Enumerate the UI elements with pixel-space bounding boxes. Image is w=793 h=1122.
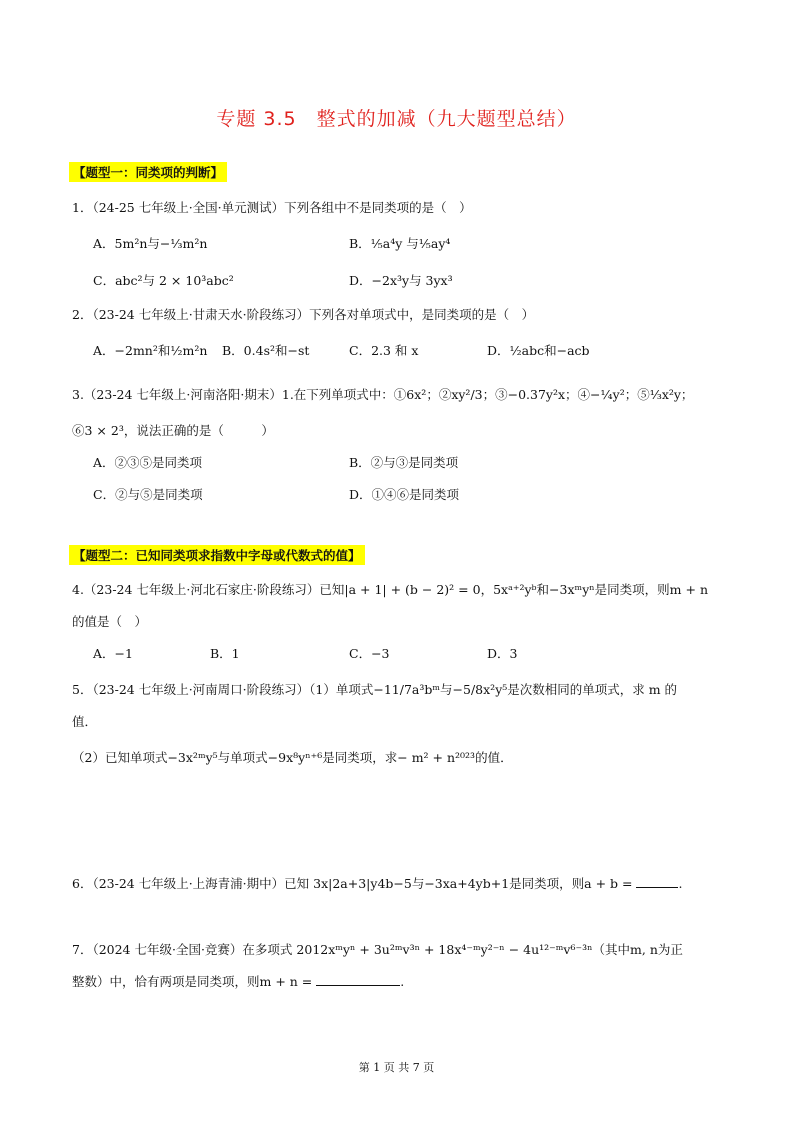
- q6-answer-blank[interactable]: [636, 875, 678, 888]
- q6-end: .: [678, 876, 683, 891]
- q2-option-b: B．0.4s²和−st: [222, 343, 310, 358]
- question-7-stem: 7．（2024 七年级·全国·竞赛）在多项式 2012xᵐyⁿ + 3u²ᵐv³ⁿ + 18x⁴⁻ᵐy²⁻ⁿ − 4u¹²⁻ᵐv⁶⁻³ⁿ（其中m, n为正: [72, 942, 683, 957]
- question-3-stem: 3.（23-24 七年级上·河南洛阳·期末）1.在下列单项式中：①6x²；②xy²/3；③−0.37y²x；④−¼y²；⑤⅓x²y；: [72, 387, 694, 402]
- q4-option-d: D．3: [487, 646, 518, 661]
- q1-option-c: C．abc²与 2 × 10³abc²: [93, 273, 234, 288]
- question-4-stem-line2: 的值是（ ）: [72, 614, 148, 629]
- q2-option-c: C．2.3 和 x: [349, 343, 419, 358]
- q4-option-a: A．−1: [93, 646, 133, 661]
- q4-option-b: B．1: [210, 646, 240, 661]
- question-6-text: 6．（23-24 七年级上·上海青浦·期中）已知 3x|2a+3|y4b−5与−3xa+4yb+1是同类项，则a + b =: [72, 876, 633, 891]
- q7-answer-blank[interactable]: [316, 973, 400, 986]
- q7-end: .: [400, 974, 405, 989]
- q3-option-c: C．②与⑤是同类项: [93, 487, 203, 502]
- question-5-part2: （2）已知单项式−3x²ᵐy⁵与单项式−9x⁸yⁿ⁺⁶是同类项，求− m² + n²⁰²³的值．: [72, 750, 513, 765]
- question-2-stem: 2．（23-24 七年级上·甘肃天水·阶段练习）下列各对单项式中，是同类项的是（ ）: [72, 307, 535, 322]
- page-title: 专题 3.5 整式的加减（九大题型总结）: [216, 108, 577, 130]
- question-7-text: 整数）中，恰有两项是同类项，则m + n =: [72, 974, 313, 989]
- section-header-1: 【题型一：同类项的判断】: [69, 162, 227, 182]
- question-5-stem: 5．（23-24 七年级上·河南周口·阶段练习）（1）单项式−11/7a³bᵐ与−5/8x²y⁵是次数相同的单项式，求 m 的: [72, 682, 678, 697]
- section-header-2: 【题型二：已知同类项求指数中字母或代数式的值】: [69, 545, 365, 565]
- q2-option-d: D．½abc和−acb: [487, 343, 590, 358]
- question-3-stem-line2: ⑥3 × 2³，说法正确的是（ ）: [72, 423, 274, 438]
- page-footer: 第 1 页 共 7 页: [358, 1061, 435, 1074]
- q4-option-c: C．−3: [349, 646, 390, 661]
- question-7-stem-line2: [72, 972, 404, 990]
- q2-option-a: A．−2mn²和½m²n: [93, 343, 208, 358]
- question-4-stem: 4.（23-24 七年级上·河北石家庄·阶段练习）已知|a + 1| + (b − 2)² = 0，5xᵃ⁺²yᵇ和−3xᵐyⁿ是同类项，则m + n: [72, 582, 708, 597]
- q3-option-d: D．①④⑥是同类项: [349, 487, 460, 502]
- question-6-stem: [72, 874, 682, 892]
- q3-option-b: B．②与③是同类项: [349, 455, 459, 470]
- q1-option-b: B．⅕a⁴y 与⅕ay⁴: [349, 236, 451, 251]
- question-5-stem-line2: 值．: [72, 714, 98, 729]
- question-1-stem: 1．（24-25 七年级上·全国·单元测试）下列各组中不是同类项的是（ ）: [72, 200, 472, 215]
- q3-option-a: A．②③⑤是同类项: [93, 455, 203, 470]
- q1-option-a: A．5m²n与−⅓m²n: [93, 236, 208, 251]
- q1-option-d: D．−2x³y与 3yx³: [349, 273, 453, 288]
